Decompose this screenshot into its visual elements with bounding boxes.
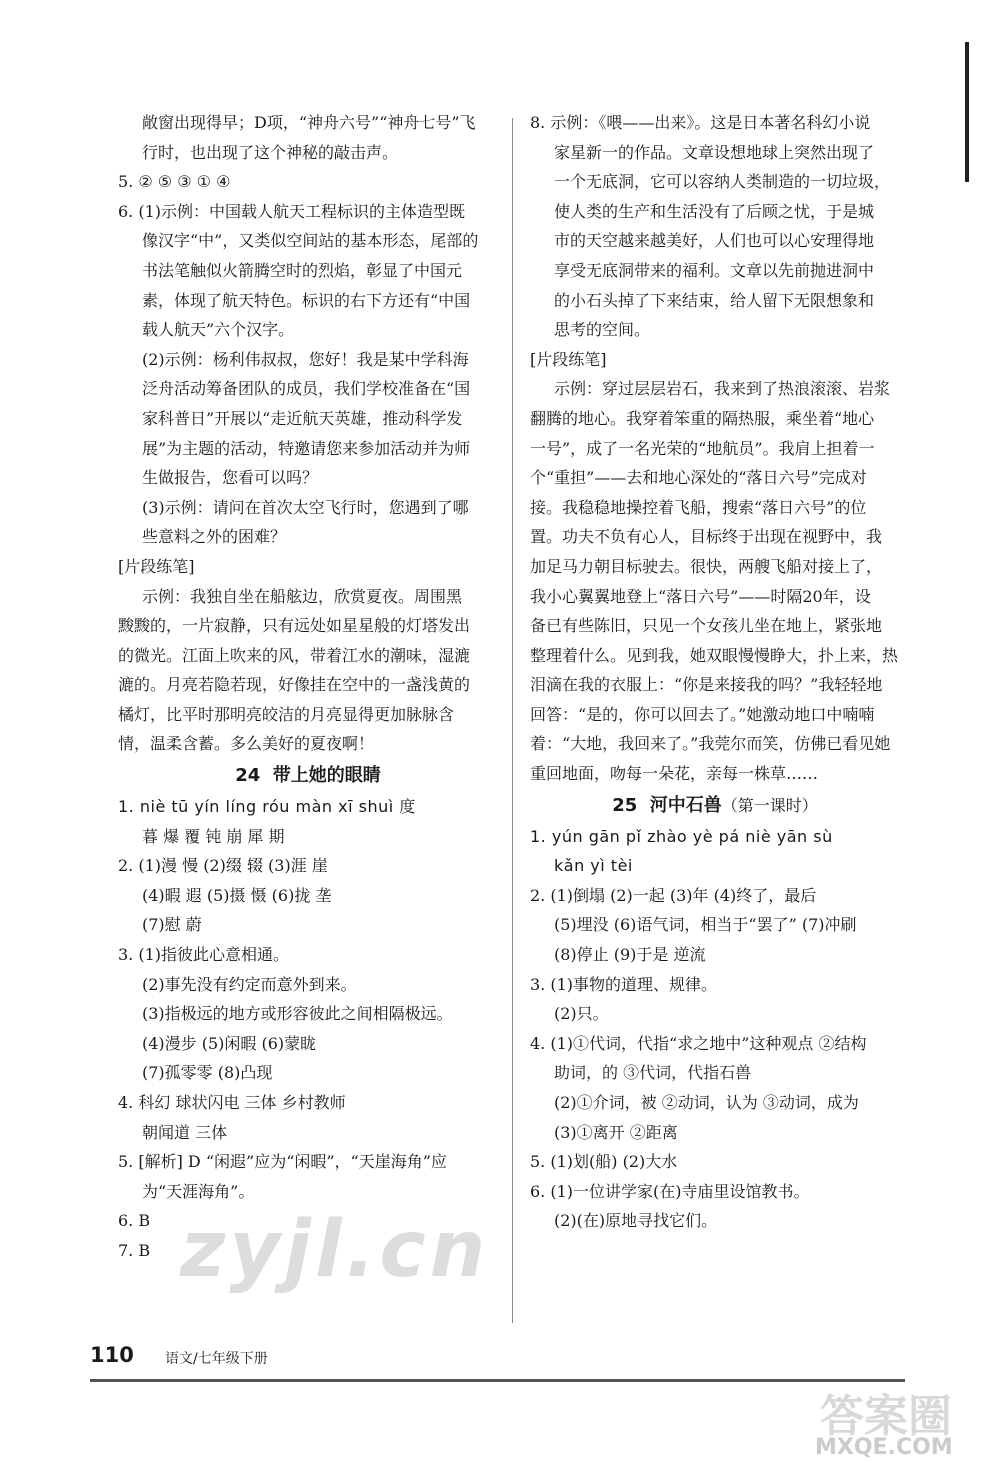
answer-line: 家星新一的作品。文章设想地球上突然出现了	[554, 142, 875, 162]
answer-line: 展”为主题的活动，特邀请您来参加活动并为师	[142, 438, 471, 458]
answer-line: (4)暇 遐 (5)摄 慑 (6)拢 垄	[142, 885, 332, 905]
answer-line: [片段练笔]	[118, 556, 195, 576]
answer-line: 翻腾的地心。我穿着笨重的隔热服，乘坐着“地心	[530, 408, 875, 428]
left-answers-part2	[118, 792, 498, 1266]
lesson-24-heading	[118, 759, 498, 792]
answer-line: 像汉字“中”，又类似空间站的基本形态，尾部的	[142, 231, 479, 251]
answer-line: 为“天涯海角”。	[142, 1181, 255, 1201]
answer-line: 泪滴在我的衣服上：“你是来接我的吗？”我轻轻地	[530, 675, 883, 695]
lesson-number: 25	[612, 794, 638, 816]
answer-line: 我小心翼翼地登上“落日六号”——时隔20年，设	[530, 586, 871, 606]
answer-line: 6. B	[118, 1211, 151, 1231]
answer-line: 书法笔触似火箭腾空时的烈焰，彰显了中国元	[142, 260, 463, 280]
answer-line: 一个无底洞，它可以容纳人类制造的一切垃圾，	[554, 172, 891, 192]
answer-line: 5. ② ⑤ ③ ① ④	[118, 172, 231, 192]
answer-line: (7)孤零零 (8)凸现	[142, 1063, 273, 1083]
answer-line: 些意料之外的困难？	[142, 527, 287, 547]
lesson-title: 河中石兽	[649, 794, 722, 816]
answer-line: 享受无底洞带来的福利。文章以先前抛进洞中	[554, 260, 875, 280]
answer-line: 暮 爆 覆 钝 崩 犀 期	[142, 826, 285, 846]
answer-line: [片段练笔]	[530, 349, 607, 369]
answer-line: 思考的空间。	[554, 320, 651, 340]
footer-rule	[90, 1379, 905, 1382]
answer-line: 5. (1)划(船) (2)大水	[530, 1152, 678, 1172]
right-column	[530, 108, 900, 1236]
answer-line: 4. (1)①代词，代指“求之地中”这种观点 ②结构	[530, 1033, 867, 1053]
column-divider	[512, 118, 513, 1323]
answer-line: 市的天空越来越美好，人们也可以心安理得地	[554, 231, 875, 251]
answer-line: 2. (1)倒塌 (2)一起 (3)年 (4)终了，最后	[530, 885, 817, 905]
answer-line: 泛舟活动筹备团队的成员，我们学校准备在“国	[142, 379, 471, 399]
answer-line: 回答：“是的，你可以回去了。”她激动地口中喃喃	[530, 704, 875, 724]
answer-line: 敞窗出现得早；D项，“神舟六号”“神舟七号”飞	[142, 113, 476, 132]
answer-line: 助词，的 ③代词，代指石兽	[554, 1063, 752, 1083]
answer-line: 5. [解析] D “闲遐”应为“闲暇”，“天崖海角”应	[118, 1152, 447, 1172]
answer-line: 置。功夫不负有心人，目标终于出现在视野中，我	[530, 527, 883, 547]
right-answers-part2	[530, 822, 900, 1236]
watermark-site: MXQE.COM	[815, 1435, 953, 1460]
answer-line: 漉的。月亮若隐若现，好像挂在空中的一盏浅黄的	[118, 675, 471, 695]
answer-line: 2. (1)漫 慢 (2)缀 辍 (3)涯 崖	[118, 856, 328, 876]
answer-line: 6. (1)一位讲学家(在)寺庙里设馆教书。	[530, 1181, 810, 1201]
answer-line: 个“重担”——去和地心深处的“落日六号”完成对	[530, 468, 867, 488]
answer-line: (7)慰 蔚	[142, 915, 202, 935]
page-number: 110	[90, 1343, 134, 1367]
answer-line: 6. (1)示例：中国载人航天工程标识的主体造型既	[118, 201, 466, 221]
left-answers-part1	[118, 108, 498, 759]
answer-line: 黢黢的，一片寂静，只有远处如星星般的灯塔发出	[118, 616, 471, 636]
watermark-zyjl: zyjl.cn	[180, 1205, 490, 1295]
lesson-25-heading	[530, 789, 900, 822]
answer-line: (3)指极远的地方或形容彼此之间相隔极远。	[142, 1004, 453, 1024]
answer-line: 朝闻道 三体	[142, 1122, 228, 1142]
right-answers-part1	[530, 108, 900, 789]
answer-line: 3. (1)事物的道理、规律。	[530, 974, 718, 994]
answer-line: (4)漫步 (5)闲暇 (6)蒙眬	[142, 1033, 317, 1053]
watermark-logo: 答案圈	[820, 1391, 952, 1442]
book-label: 语文/七年级下册	[165, 1351, 268, 1367]
answer-line: 示例：穿过层层岩石，我来到了热浪滚滚、岩浆	[554, 379, 891, 399]
answer-line: 3. (1)指彼此心意相通。	[118, 945, 290, 965]
answer-line: (2)只。	[554, 1004, 609, 1024]
answer-line: kǎn yì tèi	[554, 856, 633, 876]
answer-line: 生做报告，您看可以吗？	[142, 468, 319, 488]
answer-line: 重回地面，吻每一朵花，亲每一株草……	[530, 764, 819, 784]
answer-line: 1. niè tū yín líng róu màn xī shuì 度	[118, 797, 416, 817]
answer-line: 示例：我独自坐在船舷边，欣赏夏夜。周围黑	[142, 586, 463, 606]
answer-line: 情，温柔含蓄。多么美好的夏夜啊！	[118, 734, 375, 754]
answer-line: 4. 科幻 球状闪电 三体 乡村教师	[118, 1093, 346, 1112]
answer-line: 1. yún gān pǐ zhào yè pá niè yān sù	[530, 826, 833, 846]
lesson-subtitle: （第一课时）	[721, 795, 818, 815]
answer-line: 7. B	[118, 1240, 151, 1260]
answer-line: 加足马力朝目标驶去。很快，两艘飞船对接上了，	[530, 556, 883, 576]
answer-line: (8)停止 (9)于是 逆流	[554, 945, 706, 965]
answer-line: 的微光。江面上吹来的风，带着江水的潮味，湿漉	[118, 645, 471, 665]
answer-line: 家科普日”开展以“走近航天英雄，推动科学发	[142, 408, 463, 428]
answer-line: (3)示例：请问在首次太空飞行时，您遇到了哪	[142, 497, 469, 517]
answer-line: 使人类的生产和生活没有了后顾之忧，于是城	[554, 201, 875, 221]
left-column	[118, 108, 498, 1266]
answer-line: 橘灯，比平时那明亮皎洁的月亮显得更加脉脉含	[118, 704, 455, 724]
answer-line: 接。我稳稳地操控着飞船，搜索“落日六号”的位	[530, 497, 867, 517]
answer-line: (2)①介词，被 ②动词，认为 ③动词，成为	[554, 1093, 859, 1112]
answer-line: (2)(在)原地寻找它们。	[554, 1211, 718, 1231]
answer-line: 载人航天”六个汉字。	[142, 320, 295, 340]
answer-line: 行时，也出现了这个神秘的敲击声。	[142, 142, 399, 162]
answer-line: 素，体现了航天特色。标识的右下方还有“中国	[142, 290, 471, 310]
lesson-title: 带上她的眼睛	[272, 765, 381, 787]
answer-line: 整理着什么。见到我，她双眼慢慢睁大，扑上来，热	[530, 645, 899, 665]
answer-line: (3)①离开 ②距离	[554, 1122, 678, 1142]
lesson-number: 24	[235, 765, 261, 787]
answer-line: 8. 示例：《喂——出来》。这是日本著名科幻小说	[530, 113, 871, 132]
answer-line: 备已有些陈旧，只见一个女孩儿坐在地上，紧张地	[530, 616, 883, 636]
answer-line: (2)事先没有约定而意外到来。	[142, 974, 357, 994]
answer-line: 的小石头掉了下来结束，给人留下无限想象和	[554, 290, 875, 310]
answer-line: (2)示例：杨利伟叔叔，您好！我是某中学科海	[142, 349, 469, 369]
answer-line: 一号”，成了一名光荣的“地航员”。我肩上担着一	[530, 438, 875, 458]
answer-line: (5)埋没 (6)语气词，相当于“罢了” (7)冲刷	[554, 915, 857, 935]
answer-line: 着：“大地，我回来了。”我莞尔而笑，仿佛已看见她	[530, 734, 891, 754]
page-edge-mark	[965, 42, 969, 182]
